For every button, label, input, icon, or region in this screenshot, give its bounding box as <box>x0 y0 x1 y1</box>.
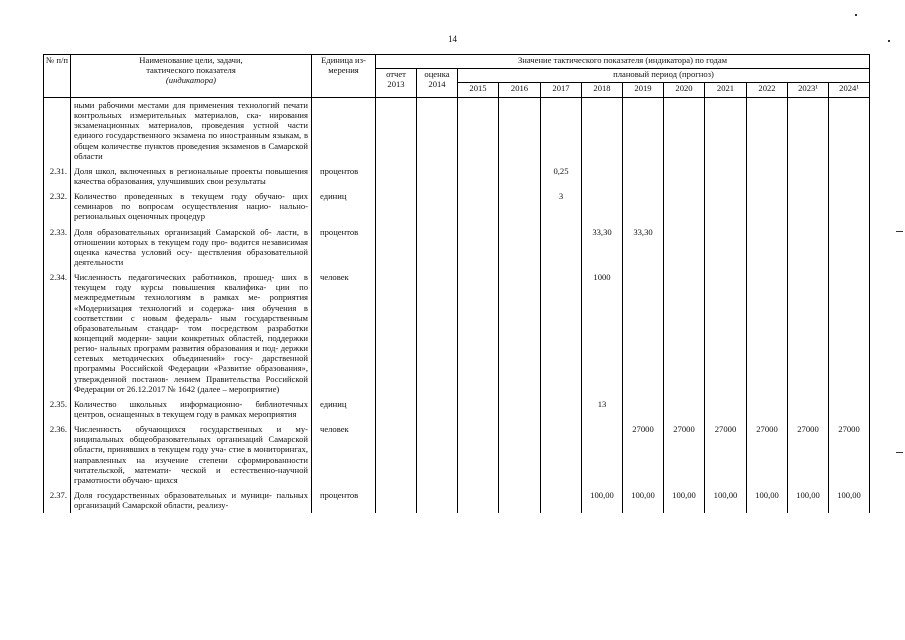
value-cell <box>417 225 458 271</box>
value-cell <box>788 189 829 224</box>
value-cell <box>499 225 541 271</box>
scan-speck <box>888 40 890 42</box>
value-cell <box>747 164 788 189</box>
value-cell: 100,00 <box>582 488 623 513</box>
value-cell <box>417 422 458 488</box>
header-year: 2024¹ <box>829 83 870 98</box>
indicator-name: Доля государственных образовательных и муници- пальных организаций Самарской области, реализу- <box>71 488 312 513</box>
value-cell <box>499 164 541 189</box>
value-cell: 27000 <box>747 422 788 488</box>
unit-cell <box>312 98 376 164</box>
header-name-line1: Наименование цели, задачи, <box>139 55 243 65</box>
value-cell: 100,00 <box>747 488 788 513</box>
row-number: 2.32. <box>44 189 71 224</box>
value-cell <box>747 397 788 422</box>
value-cell: 33,30 <box>582 225 623 271</box>
value-cell <box>458 397 499 422</box>
value-cell <box>705 270 747 397</box>
value-cell <box>417 397 458 422</box>
value-cell <box>582 189 623 224</box>
value-cell <box>417 98 458 164</box>
value-cell <box>458 488 499 513</box>
table-row <box>44 98 870 164</box>
header-year: 2017 <box>541 83 582 98</box>
value-cell <box>417 270 458 397</box>
value-cell <box>582 422 623 488</box>
value-cell <box>623 98 664 164</box>
row-number: 2.37. <box>44 488 71 513</box>
value-cell <box>458 98 499 164</box>
table-row <box>44 397 870 422</box>
value-cell <box>664 98 705 164</box>
value-cell <box>788 164 829 189</box>
value-cell <box>376 189 417 224</box>
header-year: 2022 <box>747 83 788 98</box>
value-cell <box>376 270 417 397</box>
value-cell: 100,00 <box>623 488 664 513</box>
value-cell <box>458 189 499 224</box>
table-row <box>44 225 870 271</box>
header-name-line3: (индикатора) <box>165 75 217 86</box>
value-cell: 100,00 <box>829 488 870 513</box>
table-row <box>44 270 870 397</box>
value-cell: 100,00 <box>705 488 747 513</box>
value-cell <box>747 189 788 224</box>
value-cell <box>705 397 747 422</box>
value-cell: 33,30 <box>623 225 664 271</box>
header-number: № п/п <box>44 55 71 98</box>
value-cell <box>376 488 417 513</box>
row-number: 2.36. <box>44 422 71 488</box>
value-cell <box>788 270 829 397</box>
unit-cell: процентов <box>312 225 376 271</box>
indicator-name: Количество проведенных в текущем году обучаю- щих семинаров по вопросам осуществления нацио- нально-региональных оценочных процедур <box>71 189 312 224</box>
value-cell <box>705 189 747 224</box>
value-cell <box>376 225 417 271</box>
header-year: 2018 <box>582 83 623 98</box>
table-body <box>44 98 870 514</box>
value-cell: 27000 <box>623 422 664 488</box>
value-cell: 27000 <box>705 422 747 488</box>
value-cell <box>376 98 417 164</box>
value-cell <box>458 225 499 271</box>
unit-cell: человек <box>312 422 376 488</box>
value-cell <box>458 422 499 488</box>
header-report-year: 2013 <box>387 79 405 90</box>
value-cell <box>417 189 458 224</box>
indicator-name: Количество школьных информационно- библиотечных центров, оснащенных в текущем году в рамках мероприятия <box>71 397 312 422</box>
indicator-name: ными рабочими местами для применения технологий печати контрольных измерительных материалов, ска- нирования экзаменационных материалов, проведения устной части единого государственного экзамена по иностранным языкам, в общем количестве пунктов проведения экзаменов в Самарской области <box>71 98 312 164</box>
header-estimate-year: 2014 <box>428 79 446 90</box>
header-values-title: Значение тактического показателя (индикатора) по годам <box>376 55 870 69</box>
value-cell <box>541 488 582 513</box>
table-row <box>44 164 870 189</box>
header-name-line2: тактического показателя <box>146 65 236 76</box>
value-cell <box>623 270 664 397</box>
value-cell <box>417 164 458 189</box>
value-cell <box>829 98 870 164</box>
value-cell: 27000 <box>829 422 870 488</box>
value-cell <box>417 488 458 513</box>
value-cell <box>623 189 664 224</box>
header-unit: Единица из- мерения <box>312 55 376 98</box>
value-cell <box>664 397 705 422</box>
value-cell <box>829 397 870 422</box>
page-number: 14 <box>448 34 457 44</box>
row-number <box>44 98 71 164</box>
table-row <box>44 422 870 488</box>
value-cell <box>499 189 541 224</box>
value-cell: 1000 <box>582 270 623 397</box>
value-cell <box>376 397 417 422</box>
header-year: 2015 <box>458 83 499 98</box>
value-cell <box>499 422 541 488</box>
value-cell: 27000 <box>664 422 705 488</box>
header-year: 2023¹ <box>788 83 829 98</box>
value-cell <box>541 270 582 397</box>
value-cell <box>664 225 705 271</box>
value-cell <box>541 397 582 422</box>
unit-cell: процентов <box>312 488 376 513</box>
table-row <box>44 488 870 513</box>
value-cell <box>582 98 623 164</box>
value-cell <box>788 397 829 422</box>
row-number: 2.35. <box>44 397 71 422</box>
unit-cell: единиц <box>312 189 376 224</box>
value-cell <box>829 189 870 224</box>
value-cell <box>376 422 417 488</box>
header-year: 2016 <box>499 83 541 98</box>
value-cell <box>705 164 747 189</box>
unit-cell: единиц <box>312 397 376 422</box>
value-cell <box>458 164 499 189</box>
indicator-name: Численность обучающихся государственных и му- ниципальных общеобразовательных организаций Самарской области, принявших в текущем году уча- стие в мониторингах, направленных на изучение степени сформированности читательской, математи- ческой и естественно-научной грамотности обучаю- щихся <box>71 422 312 488</box>
value-cell <box>458 270 499 397</box>
indicator-name: Доля школ, включенных в региональные проекты повышения качества образования, улучшивших свои результаты <box>71 164 312 189</box>
row-number: 2.33. <box>44 225 71 271</box>
value-cell: 3 <box>541 189 582 224</box>
value-cell <box>747 270 788 397</box>
indicators-table <box>43 54 870 513</box>
value-cell <box>541 98 582 164</box>
header-year: 2020 <box>664 83 705 98</box>
value-cell <box>376 164 417 189</box>
header-report-label: отчет <box>386 69 406 79</box>
value-cell <box>541 225 582 271</box>
header-name <box>71 55 312 98</box>
value-cell <box>829 270 870 397</box>
value-cell <box>499 397 541 422</box>
value-cell <box>582 164 623 189</box>
value-cell: 100,00 <box>664 488 705 513</box>
table-row <box>44 189 870 224</box>
value-cell <box>499 488 541 513</box>
header-year: 2019 <box>623 83 664 98</box>
value-cell <box>499 98 541 164</box>
value-cell <box>541 422 582 488</box>
value-cell <box>623 397 664 422</box>
header-year: 2021 <box>705 83 747 98</box>
row-number: 2.31. <box>44 164 71 189</box>
value-cell <box>499 270 541 397</box>
scan-speck <box>855 14 857 16</box>
value-cell: 13 <box>582 397 623 422</box>
value-cell <box>788 98 829 164</box>
indicator-name: Доля образовательных организаций Самарской об- ласти, в отношении которых в текущем году про- водится независимая оценка качества условий осу- ществления образовательной деятельности <box>71 225 312 271</box>
value-cell <box>705 98 747 164</box>
value-cell <box>747 225 788 271</box>
value-cell <box>705 225 747 271</box>
value-cell <box>829 164 870 189</box>
value-cell <box>664 270 705 397</box>
value-cell <box>664 189 705 224</box>
header-estimate <box>417 69 458 98</box>
scan-speck <box>896 231 903 232</box>
header-plan-period: плановый период (прогноз) <box>458 69 870 83</box>
value-cell: 27000 <box>788 422 829 488</box>
value-cell: 0,25 <box>541 164 582 189</box>
header-report <box>376 69 417 98</box>
value-cell <box>623 164 664 189</box>
scan-speck <box>896 452 903 453</box>
value-cell <box>747 98 788 164</box>
value-cell: 100,00 <box>788 488 829 513</box>
value-cell <box>664 164 705 189</box>
header-estimate-label: оценка <box>424 69 450 79</box>
value-cell <box>829 225 870 271</box>
indicator-name: Численность педагогических работников, прошед- ших в текущем году курсы повышения квалифика- ции по межпредметным технологиям в рамках ме- роприятия «Модернизация технологий и содержа- ния обучения в соответствии с новым федераль- ным государственным образовательным стандар- том посредством разработки концепций модерни- зации конкретных областей, поддержки регио- нальных программ развития образования и под- держки сетевых методических объединений» госу- дарственной программы Российской Федерации «Развитие образования», утвержденной постанов- лением Правительства Российской Федерации от 26.12.2017 № 1642 (далее – мероприятие) <box>71 270 312 397</box>
value-cell <box>788 225 829 271</box>
unit-cell: процентов <box>312 164 376 189</box>
row-number: 2.34. <box>44 270 71 397</box>
unit-cell: человек <box>312 270 376 397</box>
